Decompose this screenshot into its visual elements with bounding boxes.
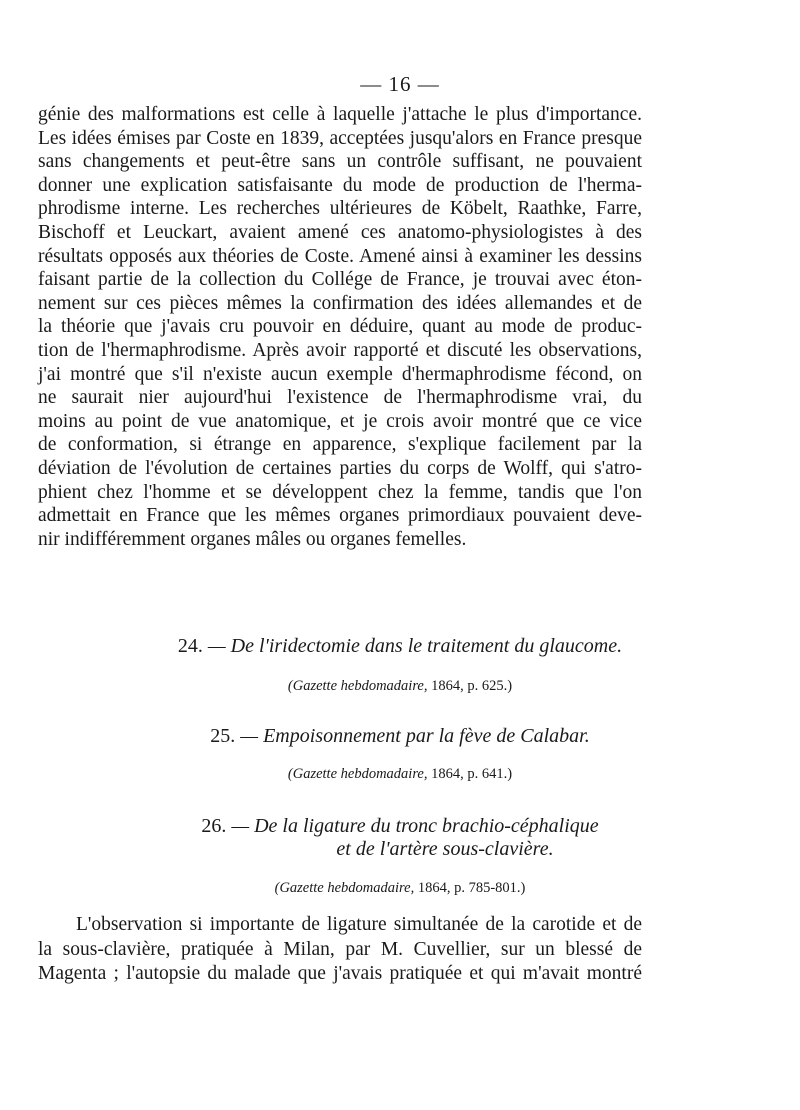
citation-reference: 1864, p. 785-801.) bbox=[417, 880, 526, 896]
text-line: moins au point de vue anatomique, et je crois avoir montré que ce vice bbox=[38, 410, 642, 432]
entry-25-title bbox=[0, 725, 800, 748]
text-line: Magenta ; l'autopsie du malade que j'avais pratiquée et qui m'avait montré bbox=[38, 963, 642, 984]
citation-journal: (Gazette hebdomadaire, bbox=[287, 678, 428, 694]
text-line: de conformation, si étrange en apparence, s'explique facilement par la bbox=[38, 434, 642, 456]
citation-journal: (Gazette hebdomadaire, bbox=[274, 880, 415, 896]
entry-24-citation bbox=[0, 678, 800, 695]
text-line: donner une explication satisfaisante du mode de production de l'herma- bbox=[38, 174, 642, 196]
entry-25-citation bbox=[0, 766, 800, 783]
text-line: résultats opposés aux théories de Coste. Amené ainsi à examiner les dessins bbox=[38, 245, 642, 267]
text-line: admettait en France que les mêmes organes primordiaux pouvaient deve- bbox=[38, 505, 642, 527]
entry-subtitle: et de l'artère sous-clavière. bbox=[336, 838, 554, 860]
closing-paragraph bbox=[38, 913, 642, 987]
text-line: faisant partie de la collection du Collége de France, je trouvai avec éton- bbox=[38, 269, 642, 291]
entry-26-citation bbox=[0, 880, 800, 897]
text-line: génie des malformations est celle à laquelle j'attache le plus d'importance. bbox=[38, 104, 642, 125]
entry-title-text: — De l'iridectomie dans le traitement du glaucome. bbox=[207, 635, 623, 657]
entry-number: 26. bbox=[201, 815, 227, 837]
text-line: ne saurait nier aujourd'hui l'existence de l'hermaphrodisme vrai, du bbox=[38, 387, 642, 409]
citation-journal: (Gazette hebdomadaire, bbox=[287, 766, 428, 782]
text-line: la théorie que j'avais cru pouvoir en déduire, quant au mode de produc- bbox=[38, 316, 642, 338]
citation-reference: 1864, p. 641.) bbox=[431, 766, 513, 782]
citation-reference: 1864, p. 625.) bbox=[431, 678, 513, 694]
text-line: la sous-clavière, pratiquée à Milan, par M. Cuvellier, sur un blessé de bbox=[38, 938, 642, 960]
entry-title-text: — De la ligature du tronc brachio-céphalique bbox=[231, 815, 599, 837]
text-line: nir indifféremment organes mâles ou organes femelles. bbox=[38, 528, 467, 550]
intro-paragraph bbox=[38, 103, 642, 551]
text-line: L'observation si importante de ligature simultanée de la carotide et de bbox=[76, 914, 642, 935]
text-line: nement sur ces pièces mêmes la confirmation des idées allemandes et de bbox=[38, 292, 642, 314]
text-line: j'ai montré que s'il n'existe aucun exemple d'hermaphrodisme fécond, on bbox=[38, 363, 642, 385]
entry-number: 25. bbox=[210, 725, 236, 747]
text-line: Les idées émises par Coste en 1839, acceptées jusqu'alors en France presque bbox=[38, 127, 642, 149]
entry-24-title bbox=[0, 635, 800, 658]
text-line: tion de l'hermaphrodisme. Après avoir rapporté et discuté les observations, bbox=[38, 339, 642, 361]
text-line: Bischoff et Leuckart, avaient amené ces anatomo-physiologistes à des bbox=[38, 221, 642, 243]
entry-number: 24. bbox=[177, 635, 203, 657]
text-line: phrodisme interne. Les recherches ultérieures de Köbelt, Raathke, Farre, bbox=[38, 198, 642, 220]
text-line: phient chez l'homme et se développent chez la femme, tandis que l'on bbox=[38, 481, 642, 503]
page-number: — 16 — bbox=[360, 72, 440, 96]
entry-title-text: — Empoisonnement par la fève de Calabar. bbox=[240, 725, 590, 747]
text-line: sans changements et peut-être sans un contrôle suffisant, ne pouvaient bbox=[38, 151, 642, 173]
entry-26-title bbox=[0, 815, 800, 861]
text-line: déviation de l'évolution de certaines parties du corps de Wolff, qui s'atro- bbox=[38, 457, 642, 479]
